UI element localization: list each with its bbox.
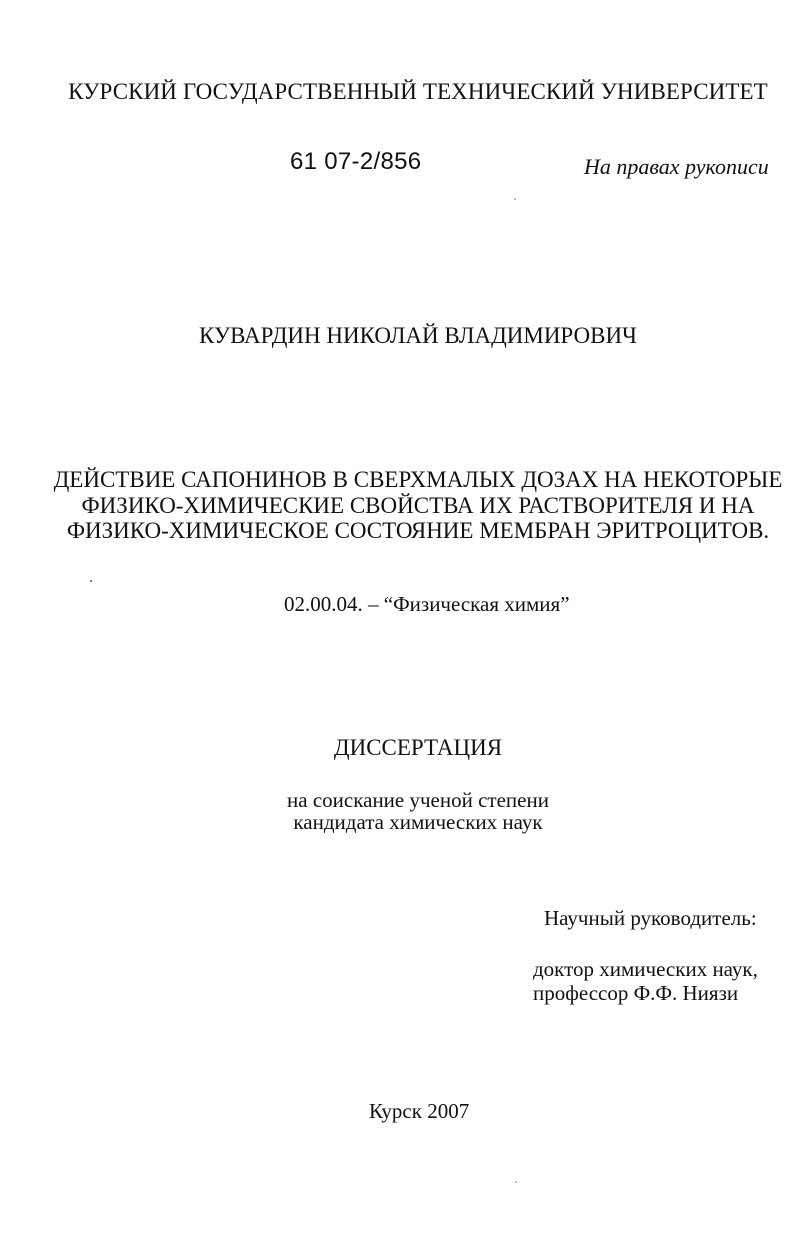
supervisor-degree: доктор химических наук,: [533, 957, 758, 981]
city-year: Курск 2007: [369, 1099, 470, 1123]
thesis-title-line: ФИЗИКО-ХИМИЧЕСКИЕ СВОЙСТВА ИХ РАСТВОРИТЕЛЯ И НА: [81, 493, 755, 518]
degree-line: кандидата химических наук: [293, 810, 543, 834]
supervisor-label: Научный руководитель:: [544, 906, 757, 930]
manuscript-note: На правах рукописи: [584, 154, 769, 179]
document-type: ДИССЕРТАЦИЯ: [333, 735, 503, 760]
scan-speck: [515, 1181, 517, 1183]
scan-speck: [90, 580, 92, 582]
specialty-code: 02.00.04. – “Физическая химия”: [284, 592, 570, 616]
supervisor-name: профессор Ф.Ф. Ниязи: [533, 981, 739, 1005]
degree-line: на соискание ученой степени: [287, 788, 549, 812]
scan-speck: [514, 198, 516, 200]
catalog-code: 61 07-2/856: [290, 148, 422, 175]
university-name: КУРСКИЙ ГОСУДАРСТВЕННЫЙ ТЕХНИЧЕСКИЙ УНИВЕРСИТЕТ: [68, 79, 768, 104]
thesis-title-line: ДЕЙСТВИЕ САПОНИНОВ В СВЕРХМАЛЫХ ДОЗАХ НА НЕКОТОРЫЕ: [53, 467, 783, 492]
thesis-title-line: ФИЗИКО-ХИМИЧЕСКОЕ СОСТОЯНИЕ МЕМБРАН ЭРИТРОЦИТОВ.: [66, 518, 770, 543]
author-name: КУВАРДИН НИКОЛАЙ ВЛАДИМИРОВИЧ: [198, 323, 638, 348]
